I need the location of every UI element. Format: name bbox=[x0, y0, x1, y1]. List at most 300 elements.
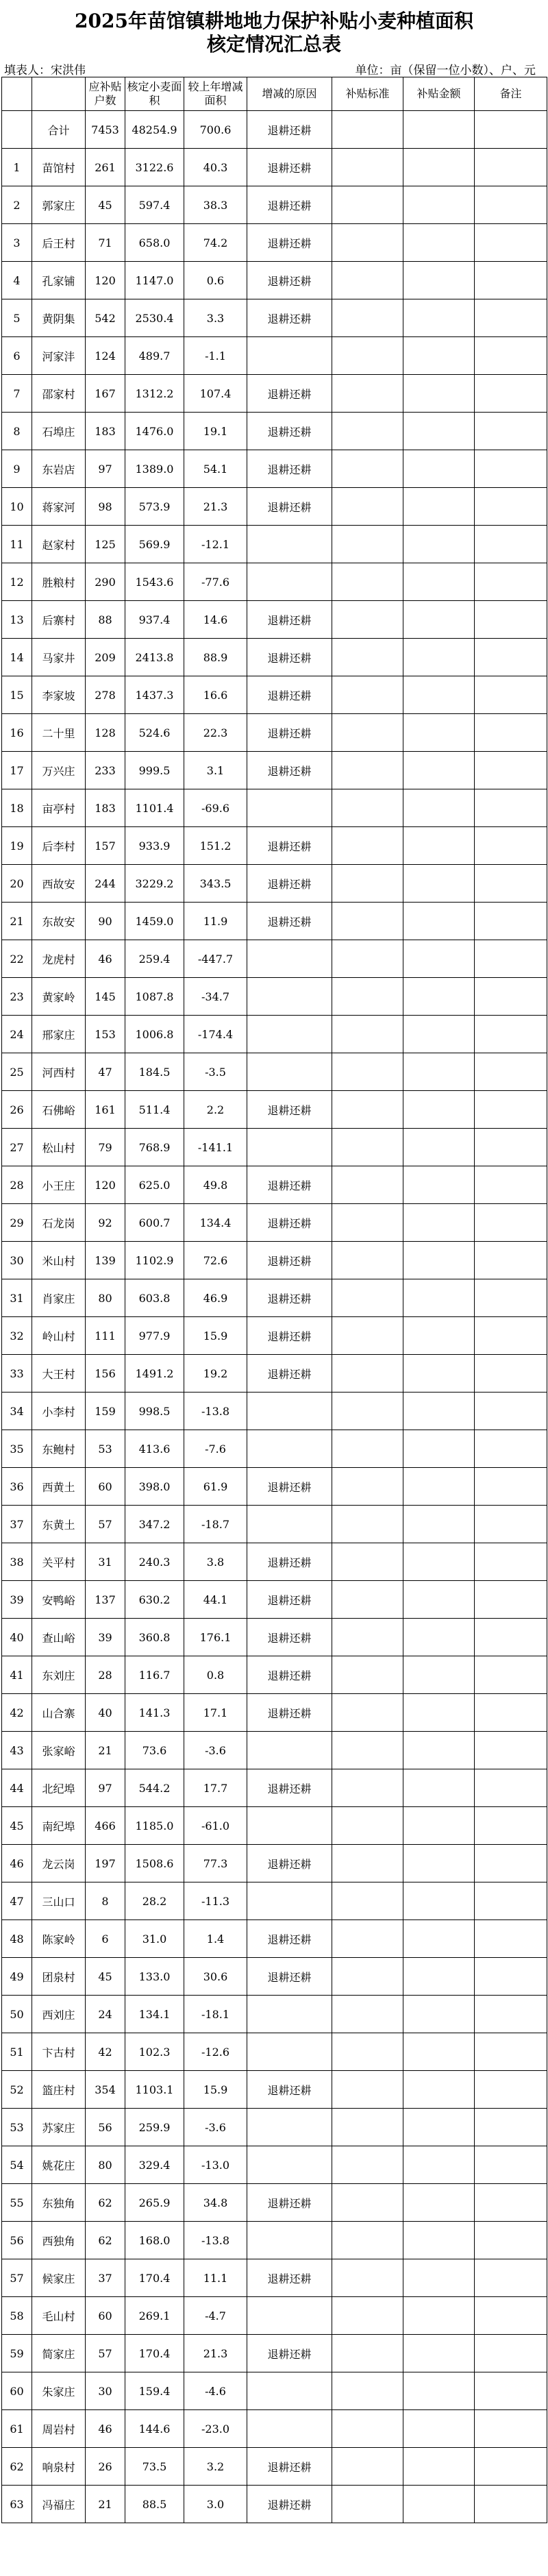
subsidy-standard-cell bbox=[332, 2259, 403, 2297]
area-change-cell: 700.6 bbox=[184, 111, 247, 149]
remarks-cell bbox=[475, 639, 547, 676]
wheat-area-cell: 597.4 bbox=[125, 186, 184, 224]
subsidy-amount-cell bbox=[403, 1091, 475, 1129]
village-name-cell: 肖家庄 bbox=[32, 1279, 86, 1317]
village-name-cell: 安鸭峪 bbox=[32, 1581, 86, 1619]
wheat-area-cell: 398.0 bbox=[125, 1468, 184, 1506]
change-reason-cell bbox=[247, 1393, 332, 1430]
households-cell: 62 bbox=[86, 2184, 125, 2222]
subsidy-amount-cell bbox=[403, 1129, 475, 1166]
area-change-cell: 30.6 bbox=[184, 1958, 247, 1996]
subsidy-standard-cell bbox=[332, 1053, 403, 1091]
wheat-area-cell: 999.5 bbox=[125, 752, 184, 789]
change-reason-cell: 退耕还耕 bbox=[247, 488, 332, 526]
households-cell: 24 bbox=[86, 1996, 125, 2033]
subsidy-amount-cell bbox=[403, 1543, 475, 1581]
table-row bbox=[2, 1807, 547, 1845]
remarks-cell bbox=[475, 149, 547, 186]
households-cell: 47 bbox=[86, 1053, 125, 1091]
households-cell: 71 bbox=[86, 224, 125, 262]
remarks-cell bbox=[475, 526, 547, 563]
change-reason-cell: 退耕还耕 bbox=[247, 1166, 332, 1204]
row-number-cell: 28 bbox=[2, 1166, 32, 1204]
village-name-cell: 查山峪 bbox=[32, 1619, 86, 1656]
wheat-area-cell: 600.7 bbox=[125, 1204, 184, 1242]
header-row bbox=[2, 77, 547, 111]
area-change-cell: 11.1 bbox=[184, 2259, 247, 2297]
area-change-cell: -3.6 bbox=[184, 1732, 247, 1769]
subsidy-standard-cell bbox=[332, 1430, 403, 1468]
area-change-cell: 88.9 bbox=[184, 639, 247, 676]
wheat-area-cell: 133.0 bbox=[125, 1958, 184, 1996]
table-row bbox=[2, 2410, 547, 2448]
subsidy-amount-cell bbox=[403, 978, 475, 1016]
area-change-cell: -61.0 bbox=[184, 1807, 247, 1845]
subsidy-standard-cell bbox=[332, 337, 403, 375]
households-cell: 60 bbox=[86, 1468, 125, 1506]
table-row bbox=[2, 1091, 547, 1129]
remarks-cell bbox=[475, 1996, 547, 2033]
wheat-area-cell: 603.8 bbox=[125, 1279, 184, 1317]
subsidy-standard-cell bbox=[332, 2033, 403, 2071]
subsidy-standard-cell bbox=[332, 1732, 403, 1769]
area-change-cell: 21.3 bbox=[184, 2335, 247, 2372]
unit-label: 单位：亩（保留一位小数）、户、元 bbox=[355, 64, 536, 77]
subsidy-amount-cell bbox=[403, 1468, 475, 1506]
households-cell: 128 bbox=[86, 714, 125, 752]
households-cell: 57 bbox=[86, 2335, 125, 2372]
remarks-cell bbox=[475, 488, 547, 526]
wheat-area-cell: 347.2 bbox=[125, 1506, 184, 1543]
subsidy-amount-cell bbox=[403, 526, 475, 563]
wheat-area-cell: 159.4 bbox=[125, 2372, 184, 2410]
remarks-cell bbox=[475, 2259, 547, 2297]
subsidy-amount-cell bbox=[403, 2184, 475, 2222]
change-reason-cell: 退耕还耕 bbox=[247, 1920, 332, 1958]
wheat-area-cell: 259.4 bbox=[125, 940, 184, 978]
remarks-cell bbox=[475, 789, 547, 827]
title-line-2: 核定情况汇总表 bbox=[206, 33, 341, 56]
title-line-1: 2025年苗馆镇耕地地力保护补贴小麦种植面积 bbox=[75, 10, 473, 32]
subsidy-amount-cell bbox=[403, 2146, 475, 2184]
subsidy-standard-cell bbox=[332, 1958, 403, 1996]
change-reason-cell: 退耕还耕 bbox=[247, 676, 332, 714]
households-cell: 183 bbox=[86, 789, 125, 827]
subsidy-amount-cell bbox=[403, 1996, 475, 2033]
change-reason-cell bbox=[247, 1053, 332, 1091]
subsidy-standard-cell bbox=[332, 262, 403, 299]
remarks-cell bbox=[475, 1204, 547, 1242]
households-cell: 197 bbox=[86, 1845, 125, 1882]
households-cell: 60 bbox=[86, 2297, 125, 2335]
households-cell: 278 bbox=[86, 676, 125, 714]
wheat-area-cell: 2530.4 bbox=[125, 299, 184, 337]
households-cell: 124 bbox=[86, 337, 125, 375]
subsidy-amount-cell bbox=[403, 827, 475, 865]
change-reason-cell bbox=[247, 2372, 332, 2410]
table-row bbox=[2, 1920, 547, 1958]
change-reason-cell: 退耕还耕 bbox=[247, 865, 332, 903]
remarks-cell bbox=[475, 2372, 547, 2410]
wheat-area-cell: 658.0 bbox=[125, 224, 184, 262]
wheat-area-cell: 88.5 bbox=[125, 2486, 184, 2523]
row-number-cell: 5 bbox=[2, 299, 32, 337]
subsidy-amount-cell bbox=[403, 2109, 475, 2146]
wheat-area-cell: 360.8 bbox=[125, 1619, 184, 1656]
area-change-cell: -69.6 bbox=[184, 789, 247, 827]
wheat-area-cell: 1102.9 bbox=[125, 1242, 184, 1279]
households-cell: 137 bbox=[86, 1581, 125, 1619]
wheat-area-cell: 2413.8 bbox=[125, 639, 184, 676]
households-cell: 354 bbox=[86, 2071, 125, 2109]
table-row bbox=[2, 2146, 547, 2184]
subsidy-amount-cell bbox=[403, 262, 475, 299]
subsidy-amount-cell bbox=[403, 2222, 475, 2259]
row-number-cell: 43 bbox=[2, 1732, 32, 1769]
change-reason-cell bbox=[247, 1506, 332, 1543]
wheat-area-cell: 168.0 bbox=[125, 2222, 184, 2259]
remarks-cell bbox=[475, 2109, 547, 2146]
row-number-cell: 38 bbox=[2, 1543, 32, 1581]
change-reason-cell bbox=[247, 1016, 332, 1053]
remarks-cell bbox=[475, 337, 547, 375]
table-row bbox=[2, 299, 547, 337]
households-cell: 156 bbox=[86, 1355, 125, 1393]
area-change-cell: 22.3 bbox=[184, 714, 247, 752]
change-reason-cell: 退耕还耕 bbox=[247, 262, 332, 299]
wheat-area-cell: 1476.0 bbox=[125, 413, 184, 450]
remarks-cell bbox=[475, 1543, 547, 1581]
table-row bbox=[2, 1581, 547, 1619]
table-row bbox=[2, 601, 547, 639]
header-amount: 补贴金额 bbox=[403, 77, 475, 111]
change-reason-cell: 退耕还耕 bbox=[247, 1656, 332, 1694]
remarks-cell bbox=[475, 1807, 547, 1845]
row-number-cell: 55 bbox=[2, 2184, 32, 2222]
remarks-cell bbox=[475, 1694, 547, 1732]
table-row bbox=[2, 2297, 547, 2335]
table-body bbox=[2, 111, 547, 2523]
subsidy-amount-cell bbox=[403, 752, 475, 789]
wheat-area-cell: 1006.8 bbox=[125, 1016, 184, 1053]
table-row bbox=[2, 2033, 547, 2071]
households-cell: 97 bbox=[86, 450, 125, 488]
wheat-area-cell: 3122.6 bbox=[125, 149, 184, 186]
change-reason-cell: 退耕还耕 bbox=[247, 601, 332, 639]
village-name-cell: 合计 bbox=[32, 111, 86, 149]
row-number-cell: 24 bbox=[2, 1016, 32, 1053]
wheat-area-cell: 524.6 bbox=[125, 714, 184, 752]
change-reason-cell: 退耕还耕 bbox=[247, 2259, 332, 2297]
remarks-cell bbox=[475, 1958, 547, 1996]
village-name-cell: 东独角 bbox=[32, 2184, 86, 2222]
households-cell: 88 bbox=[86, 601, 125, 639]
area-change-cell: 49.8 bbox=[184, 1166, 247, 1204]
area-change-cell: -11.3 bbox=[184, 1882, 247, 1920]
area-change-cell: 54.1 bbox=[184, 450, 247, 488]
row-number-cell: 30 bbox=[2, 1242, 32, 1279]
row-number-cell: 49 bbox=[2, 1958, 32, 1996]
subsidy-standard-cell bbox=[332, 827, 403, 865]
change-reason-cell bbox=[247, 2033, 332, 2071]
area-change-cell: -23.0 bbox=[184, 2410, 247, 2448]
households-cell: 120 bbox=[86, 262, 125, 299]
remarks-cell bbox=[475, 299, 547, 337]
change-reason-cell: 退耕还耕 bbox=[247, 1543, 332, 1581]
row-number-cell: 26 bbox=[2, 1091, 32, 1129]
table-row bbox=[2, 1317, 547, 1355]
households-cell: 159 bbox=[86, 1393, 125, 1430]
change-reason-cell: 退耕还耕 bbox=[247, 224, 332, 262]
change-reason-cell bbox=[247, 1996, 332, 2033]
remarks-cell bbox=[475, 1053, 547, 1091]
village-name-cell: 郭家庄 bbox=[32, 186, 86, 224]
row-number-cell: 8 bbox=[2, 413, 32, 450]
subsidy-amount-cell bbox=[403, 1581, 475, 1619]
table-row bbox=[2, 827, 547, 865]
change-reason-cell bbox=[247, 2297, 332, 2335]
households-cell: 53 bbox=[86, 1430, 125, 1468]
subsidy-amount-cell bbox=[403, 1506, 475, 1543]
village-name-cell: 河家沣 bbox=[32, 337, 86, 375]
row-number-cell: 35 bbox=[2, 1430, 32, 1468]
table-row bbox=[2, 2071, 547, 2109]
area-change-cell: 3.2 bbox=[184, 2448, 247, 2486]
remarks-cell bbox=[475, 186, 547, 224]
remarks-cell bbox=[475, 903, 547, 940]
households-cell: 80 bbox=[86, 2146, 125, 2184]
subsidy-standard-cell bbox=[332, 940, 403, 978]
village-name-cell: 冯福庄 bbox=[32, 2486, 86, 2523]
wheat-area-cell: 1312.2 bbox=[125, 375, 184, 413]
subsidy-amount-cell bbox=[403, 186, 475, 224]
remarks-cell bbox=[475, 413, 547, 450]
wheat-area-cell: 1185.0 bbox=[125, 1807, 184, 1845]
remarks-cell bbox=[475, 1430, 547, 1468]
remarks-cell bbox=[475, 2033, 547, 2071]
wheat-area-cell: 998.5 bbox=[125, 1393, 184, 1430]
wheat-area-cell: 144.6 bbox=[125, 2410, 184, 2448]
subsidy-standard-cell bbox=[332, 2486, 403, 2523]
households-cell: 7453 bbox=[86, 111, 125, 149]
households-cell: 40 bbox=[86, 1694, 125, 1732]
area-change-cell: 176.1 bbox=[184, 1619, 247, 1656]
households-cell: 57 bbox=[86, 1506, 125, 1543]
subsidy-standard-cell bbox=[332, 2297, 403, 2335]
subsidy-amount-cell bbox=[403, 789, 475, 827]
change-reason-cell bbox=[247, 1882, 332, 1920]
header-reason: 增减的原因 bbox=[247, 77, 332, 111]
area-change-cell: -141.1 bbox=[184, 1129, 247, 1166]
table-row bbox=[2, 1506, 547, 1543]
subsidy-standard-cell bbox=[332, 865, 403, 903]
village-name-cell: 西独角 bbox=[32, 2222, 86, 2259]
subsidy-amount-cell bbox=[403, 375, 475, 413]
area-change-cell: 134.4 bbox=[184, 1204, 247, 1242]
area-change-cell: 3.3 bbox=[184, 299, 247, 337]
subsidy-amount-cell bbox=[403, 1317, 475, 1355]
village-name-cell: 山合寨 bbox=[32, 1694, 86, 1732]
change-reason-cell bbox=[247, 337, 332, 375]
change-reason-cell: 退耕还耕 bbox=[247, 1581, 332, 1619]
subsidy-amount-cell bbox=[403, 714, 475, 752]
wheat-area-cell: 1459.0 bbox=[125, 903, 184, 940]
area-change-cell: 17.1 bbox=[184, 1694, 247, 1732]
subsidy-standard-cell bbox=[332, 1317, 403, 1355]
row-number-cell: 32 bbox=[2, 1317, 32, 1355]
change-reason-cell: 退耕还耕 bbox=[247, 450, 332, 488]
subsidy-standard-cell bbox=[332, 1581, 403, 1619]
area-change-cell: -447.7 bbox=[184, 940, 247, 978]
table-row bbox=[2, 262, 547, 299]
subsidy-standard-cell bbox=[332, 186, 403, 224]
area-change-cell: 0.8 bbox=[184, 1656, 247, 1694]
table-row bbox=[2, 186, 547, 224]
remarks-cell bbox=[475, 1393, 547, 1430]
change-reason-cell: 退耕还耕 bbox=[247, 1242, 332, 1279]
table-row bbox=[2, 1355, 547, 1393]
table-row bbox=[2, 1882, 547, 1920]
village-name-cell: 二十里 bbox=[32, 714, 86, 752]
table-row bbox=[2, 563, 547, 601]
table-row bbox=[2, 1619, 547, 1656]
table-row bbox=[2, 413, 547, 450]
subsidy-amount-cell bbox=[403, 1958, 475, 1996]
area-change-cell: 19.2 bbox=[184, 1355, 247, 1393]
change-reason-cell bbox=[247, 978, 332, 1016]
village-name-cell: 关平村 bbox=[32, 1543, 86, 1581]
remarks-cell bbox=[475, 1016, 547, 1053]
subsidy-standard-cell bbox=[332, 1845, 403, 1882]
wheat-area-cell: 569.9 bbox=[125, 526, 184, 563]
area-change-cell: 1.4 bbox=[184, 1920, 247, 1958]
change-reason-cell bbox=[247, 789, 332, 827]
village-name-cell: 孔家铺 bbox=[32, 262, 86, 299]
wheat-area-cell: 134.1 bbox=[125, 1996, 184, 2033]
area-change-cell: -77.6 bbox=[184, 563, 247, 601]
remarks-cell bbox=[475, 601, 547, 639]
change-reason-cell: 退耕还耕 bbox=[247, 299, 332, 337]
households-cell: 28 bbox=[86, 1656, 125, 1694]
subsidy-standard-cell bbox=[332, 752, 403, 789]
area-change-cell: -18.7 bbox=[184, 1506, 247, 1543]
subsidy-amount-cell bbox=[403, 450, 475, 488]
remarks-cell bbox=[475, 1166, 547, 1204]
area-change-cell: 3.0 bbox=[184, 2486, 247, 2523]
village-name-cell: 黄阴集 bbox=[32, 299, 86, 337]
filler-label: 填表人：宋洪伟 bbox=[4, 64, 86, 77]
subsidy-amount-cell bbox=[403, 1166, 475, 1204]
remarks-cell bbox=[475, 1845, 547, 1882]
table-row bbox=[2, 2109, 547, 2146]
subsidy-amount-cell bbox=[403, 676, 475, 714]
households-cell: 21 bbox=[86, 2486, 125, 2523]
area-change-cell: -3.6 bbox=[184, 2109, 247, 2146]
table-row bbox=[2, 714, 547, 752]
change-reason-cell: 退耕还耕 bbox=[247, 186, 332, 224]
households-cell: 139 bbox=[86, 1242, 125, 1279]
subsidy-amount-cell bbox=[403, 1882, 475, 1920]
households-cell: 466 bbox=[86, 1807, 125, 1845]
table-row bbox=[2, 337, 547, 375]
table-row bbox=[2, 224, 547, 262]
subsidy-amount-cell bbox=[403, 1619, 475, 1656]
village-name-cell: 蒋家河 bbox=[32, 488, 86, 526]
wheat-area-cell: 1543.6 bbox=[125, 563, 184, 601]
remarks-cell bbox=[475, 1882, 547, 1920]
subsidy-amount-cell bbox=[403, 1694, 475, 1732]
remarks-cell bbox=[475, 714, 547, 752]
wheat-area-cell: 73.5 bbox=[125, 2448, 184, 2486]
households-cell: 39 bbox=[86, 1619, 125, 1656]
subsidy-amount-cell bbox=[403, 2259, 475, 2297]
wheat-area-cell: 240.3 bbox=[125, 1543, 184, 1581]
table-row bbox=[2, 111, 547, 149]
subsidy-standard-cell bbox=[332, 1468, 403, 1506]
remarks-cell bbox=[475, 2071, 547, 2109]
households-cell: 45 bbox=[86, 1958, 125, 1996]
remarks-cell bbox=[475, 2184, 547, 2222]
subsidy-amount-cell bbox=[403, 299, 475, 337]
wheat-area-cell: 1508.6 bbox=[125, 1845, 184, 1882]
row-number-cell: 42 bbox=[2, 1694, 32, 1732]
table-row bbox=[2, 375, 547, 413]
area-change-cell: 72.6 bbox=[184, 1242, 247, 1279]
subsidy-amount-cell bbox=[403, 2297, 475, 2335]
village-name-cell: 东鲍村 bbox=[32, 1430, 86, 1468]
village-name-cell: 东故安 bbox=[32, 903, 86, 940]
households-cell: 79 bbox=[86, 1129, 125, 1166]
households-cell: 21 bbox=[86, 1732, 125, 1769]
subsidy-standard-cell bbox=[332, 2146, 403, 2184]
row-number-cell: 33 bbox=[2, 1355, 32, 1393]
change-reason-cell: 退耕还耕 bbox=[247, 2448, 332, 2486]
subsidy-amount-cell bbox=[403, 601, 475, 639]
table-row bbox=[2, 1769, 547, 1807]
change-reason-cell bbox=[247, 2109, 332, 2146]
row-number-cell: 29 bbox=[2, 1204, 32, 1242]
households-cell: 90 bbox=[86, 903, 125, 940]
subsidy-standard-cell bbox=[332, 149, 403, 186]
subsidy-amount-cell bbox=[403, 1016, 475, 1053]
row-number-cell: 47 bbox=[2, 1882, 32, 1920]
village-name-cell: 毛山村 bbox=[32, 2297, 86, 2335]
row-number-cell: 3 bbox=[2, 224, 32, 262]
subsidy-standard-cell bbox=[332, 526, 403, 563]
village-name-cell: 赵家村 bbox=[32, 526, 86, 563]
area-change-cell: 38.3 bbox=[184, 186, 247, 224]
subsidy-standard-cell bbox=[332, 2372, 403, 2410]
change-reason-cell: 退耕还耕 bbox=[247, 1468, 332, 1506]
header-change: 较上年增减面积 bbox=[184, 77, 247, 111]
households-cell: 125 bbox=[86, 526, 125, 563]
area-change-cell: 2.2 bbox=[184, 1091, 247, 1129]
subsidy-standard-cell bbox=[332, 601, 403, 639]
remarks-cell bbox=[475, 262, 547, 299]
area-change-cell: 34.8 bbox=[184, 2184, 247, 2222]
subsidy-amount-cell bbox=[403, 488, 475, 526]
village-name-cell: 团泉村 bbox=[32, 1958, 86, 1996]
remarks-cell bbox=[475, 111, 547, 149]
subsidy-amount-cell bbox=[403, 1769, 475, 1807]
area-change-cell: 17.7 bbox=[184, 1769, 247, 1807]
wheat-area-cell: 1103.1 bbox=[125, 2071, 184, 2109]
subsidy-amount-cell bbox=[403, 1732, 475, 1769]
subsidy-standard-cell bbox=[332, 2109, 403, 2146]
remarks-cell bbox=[475, 2297, 547, 2335]
wheat-area-cell: 48254.9 bbox=[125, 111, 184, 149]
households-cell: 98 bbox=[86, 488, 125, 526]
